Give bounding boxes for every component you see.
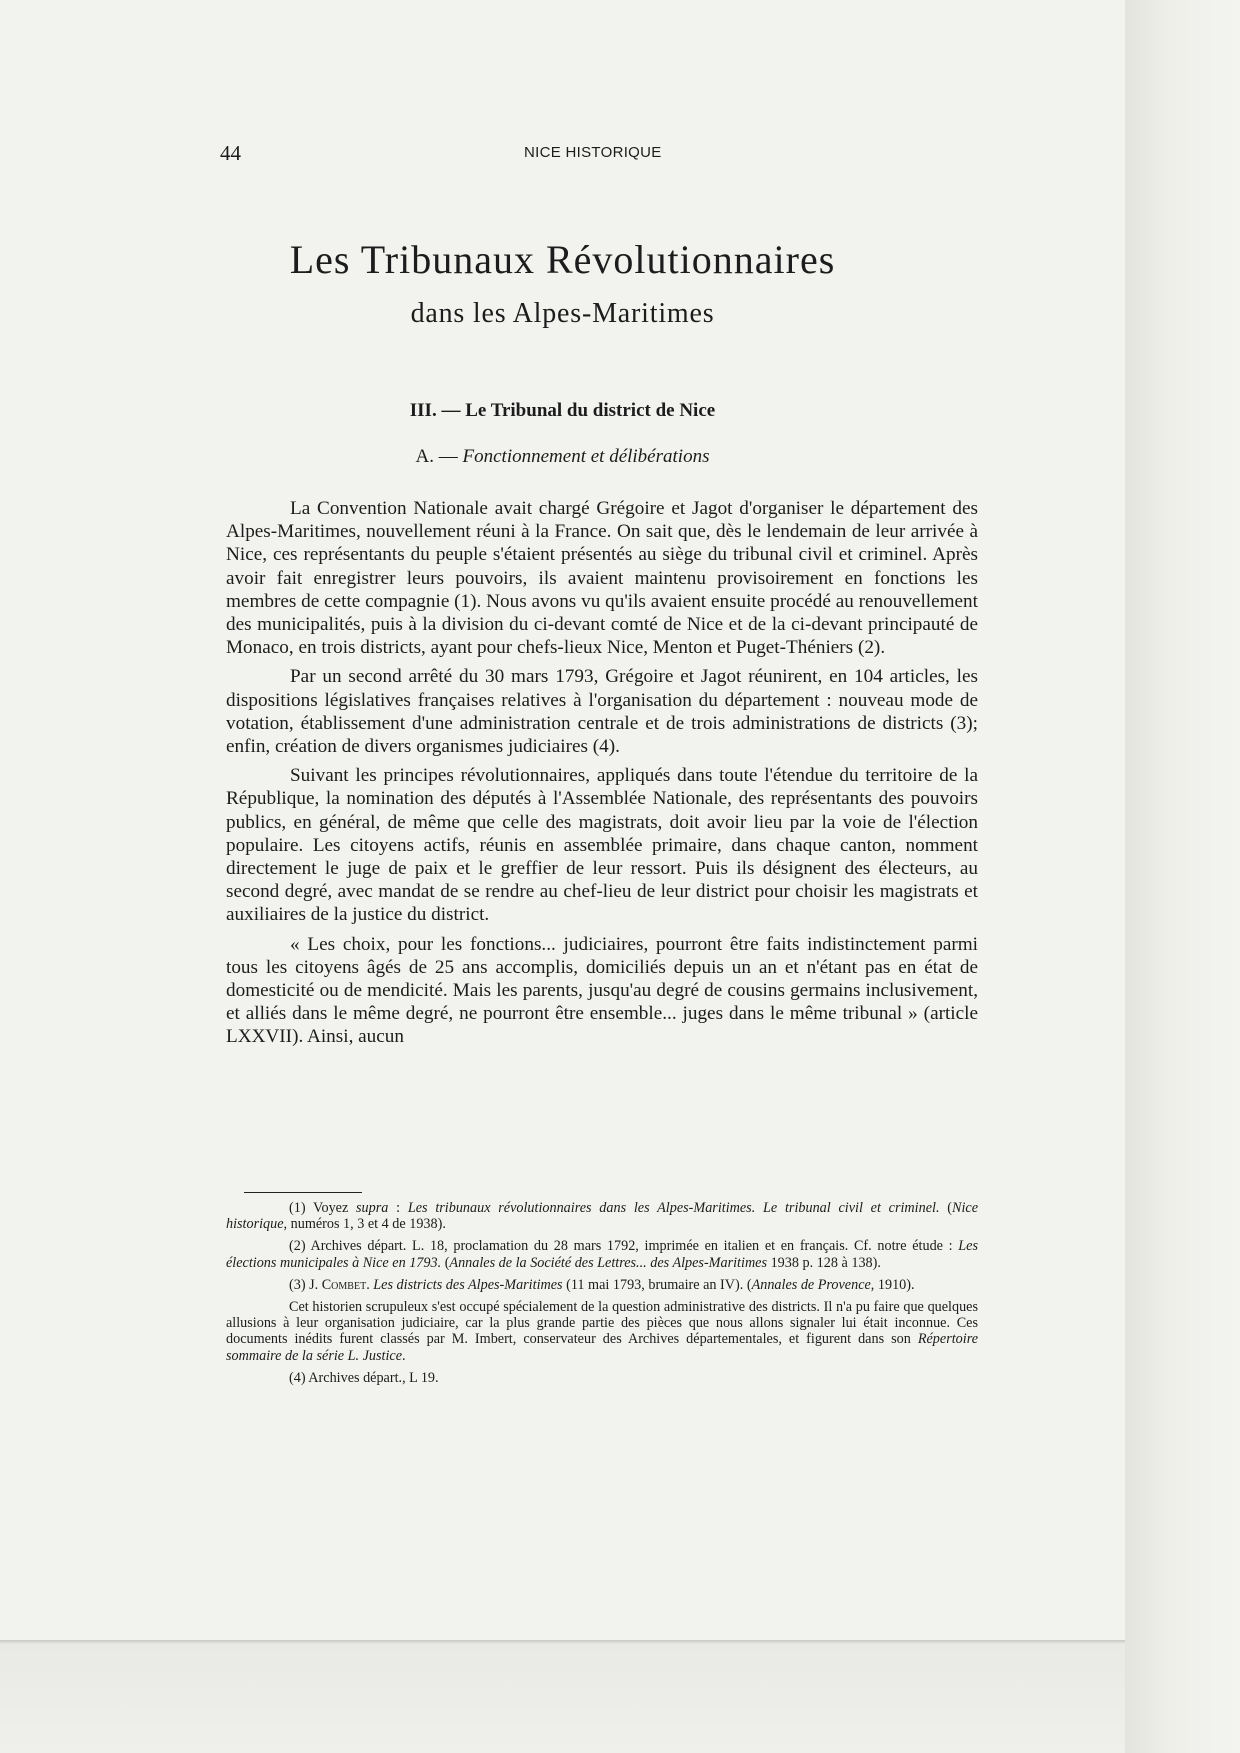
footnote-italic: Les tribunaux révolutionnaires dans les Alpes-Maritimes. Le tribunal civil et criminel. (407, 1200, 940, 1216)
footnote-italic: supra (356, 1200, 389, 1216)
subsection-title: Fonctionnement et délibérations (462, 446, 710, 467)
footnote-2 (226, 1238, 978, 1270)
subsection-heading (0, 446, 1125, 468)
footnote-text: (11 mai 1793, brumaire an IV). ( (562, 1276, 752, 1293)
page-header (0, 141, 1125, 165)
footnote-italic: Les élections municipales à Nice en 1793. (226, 1238, 978, 1271)
footnotes (226, 1200, 978, 1392)
footnote-text: (1) Voyez (289, 1200, 357, 1216)
footnote-text: . (402, 1347, 406, 1364)
footnote-italic: Les districts des Alpes-Maritimes (373, 1276, 563, 1293)
footnote-italic: Annales de Provence (751, 1276, 871, 1293)
footnote-text: (3) J. (289, 1276, 322, 1293)
footnote-italic: Nice historique (226, 1200, 978, 1233)
paragraph: Par un second arrêté du 30 mars 1793, Grégoire et Jagot réunirent, en 104 articles, les dispositions législatives françaises relatives à l'organisation du département : nouveau mode de votation, établissement d'une administration centrale et de trois administrations de districts (3); enfin, création de divers organismes judiciaires (4). (226, 666, 978, 758)
footnote-1 (226, 1200, 978, 1232)
footnote-italic: Répertoire sommaire de la série L. Justice (226, 1331, 978, 1364)
footnote-text: ( (441, 1254, 450, 1271)
article-subtitle: dans les Alpes-Maritimes (410, 298, 715, 329)
section-heading: III. — Le Tribunal du district de Nice (409, 400, 716, 421)
footnote-separator (244, 1192, 362, 1193)
footnote-text: ( (939, 1200, 952, 1216)
page-bottom-edge (0, 1640, 1125, 1753)
footnote-text: . (366, 1276, 374, 1293)
running-title: NICE HISTORIQUE (524, 144, 662, 161)
footnote-text: 1938 p. 128 à 138). (767, 1254, 881, 1271)
footnote-author: Combet (321, 1276, 367, 1293)
body-text (226, 497, 978, 1055)
paragraph: La Convention Nationale avait chargé Grégoire et Jagot d'organiser le département des Alpes-Maritimes, nouvellement réuni à la France. On sait que, dès le lendemain de leur arrivée à Nice, ces représentants du peuple s'étaient présentés au siège du tribunal civil et criminel. Après avoir fait enregistrer leurs pouvoirs, ils avaient maintenu provisoirement en fonctions les membres de cette compagnie (1). Nous avons vu qu'ils avaient ensuite procédé au renouvellement des municipalités, puis à la division du ci-devant comté de Nice et de la ci-devant principauté de Monaco, en trois districts, ayant pour chefs-lieux Nice, Menton et Puget-Théniers (2). (226, 498, 978, 659)
footnote-3-note (226, 1299, 978, 1364)
paragraph: Suivant les principes révolutionnaires, appliqués dans toute l'étendue du territoire de la République, la nomination des députés à l'Assemblée Nationale, des représentants des pouvoirs publics, en général, de même que celle des magistrats, doit avoir lieu par la voie de l'élection populaire. Les citoyens actifs, réunis en assemblée primaire, dans chaque canton, nomment directement le juge de paix et le greffier de leur ressort. Puis ils désignent des électeurs, au second degré, avec mandat de se rendre au chef-lieu de leur district pour choisir les magistrats et auxiliaires de la justice du district. (226, 765, 978, 926)
footnote-4: (4) Archives départ., L 19. (289, 1369, 439, 1386)
paragraph: « Les choix, pour les fonctions... judiciaires, pourront être faits indistinctement parmi tous les citoyens âgés de 25 ans accomplis, domiciliés depuis un an et n'étant pas en état de domesticité ou de mendicité. Mais les parents, jusqu'au degré de cousins germains inclusivement, et alliés dans le même degré, ne pourront être ensemble... juges dans le même tribunal » (article LXXVII). Ainsi, aucun (226, 933, 978, 1048)
footnote-text: (2) Archives départ. L. 18, proclamation du 28 mars 1792, imprimée en italien et en français. Cf. notre étude : (289, 1238, 959, 1255)
footnote-text: Cet historien scrupuleux s'est occupé spécialement de la question administrative des districts. Il n'a pu faire que quelques allusions à leur organisation judiciaire, car la plus grande partie des pièces que nous allons signaler lui était inconnue. Ces documents inédits furent classés par M. Imbert, conservateur des Archives départementales, et figurent dans son (226, 1299, 978, 1348)
page-number: 44 (220, 141, 241, 165)
subsection-prefix: A. — (415, 446, 463, 467)
footnote-text: , numéros 1, 3 et 4 de 1938). (283, 1216, 446, 1233)
footnote-text: : (388, 1200, 408, 1216)
article-title: Les Tribunaux Révolutionnaires (289, 237, 836, 282)
footnote-italic: Annales de la Société des Lettres... des Alpes-Maritimes (449, 1254, 768, 1271)
footnote-text: , 1910). (870, 1276, 915, 1293)
footnote-3 (226, 1277, 978, 1293)
adjacent-page-edge (1125, 0, 1240, 1753)
